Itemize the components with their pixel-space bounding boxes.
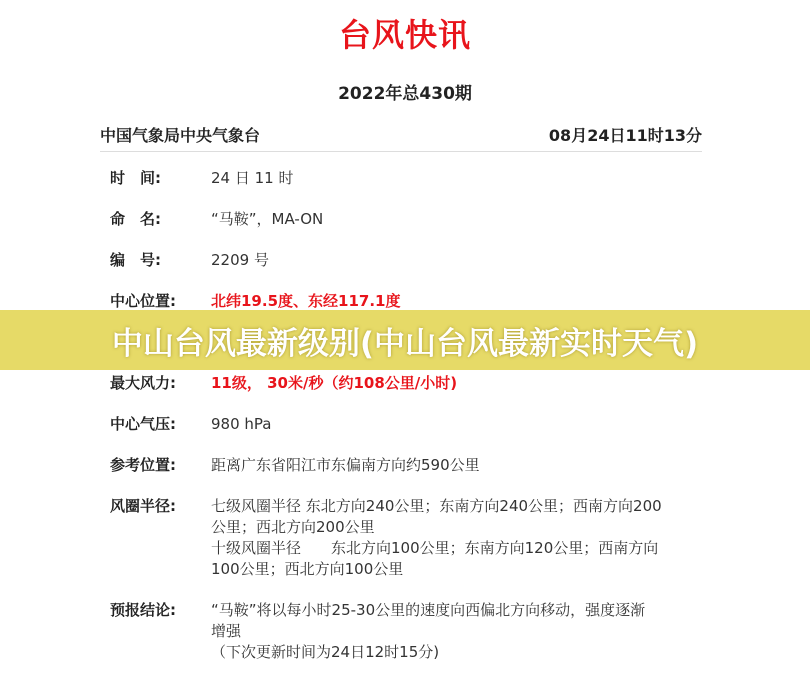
field-label: 最大风力: [110, 374, 176, 392]
field-label: 中心位置: [110, 292, 176, 310]
page-title: 台风快讯 [338, 16, 471, 54]
wind-radius-line: 公里；西北方向200公里 [211, 518, 375, 536]
agency-name: 中国气象局中央气象台 [100, 126, 261, 145]
field-label: 预报结论: [110, 601, 176, 619]
field-label: 参考位置: [110, 456, 176, 474]
issued-time: 08月24日11时13分 [548, 126, 702, 145]
field-value: “马鞍”，MA-ON [211, 210, 324, 228]
field-label: 中心气压: [110, 415, 176, 433]
field-value: 24 日 11 时 [211, 169, 294, 187]
forecast-line: 增强 [211, 622, 242, 640]
wind-radius-line: 100公里；西北方向100公里 [211, 560, 404, 578]
wind-radius-line: 七级风圈半径 东北方向240公里；东南方向240公里；西南方向200 [211, 497, 662, 515]
bulletin-header [100, 123, 702, 149]
field-value [211, 496, 700, 580]
banner-title: 中山台风最新级别(中山台风最新实时天气) [111, 325, 699, 362]
field-label: 编 号: [110, 251, 161, 269]
wind-radius-line: 十级风圈半径 东北方向100公里；东南方向120公里；西南方向 [211, 539, 659, 557]
field-value: 2209 号 [211, 251, 269, 269]
forecast-line: “马鞍”将以每小时25-30公里的速度向西偏北方向移动，强度逐渐 [211, 601, 646, 619]
forecast-line: （下次更新时间为24日12时15分) [211, 643, 440, 661]
field-value [211, 600, 700, 663]
field-label: 风圈半径: [110, 497, 176, 515]
issue-number: 2022年总430期 [338, 84, 472, 104]
title-banner [0, 310, 810, 370]
field-label: 时 间: [110, 169, 161, 187]
header-divider [100, 151, 702, 152]
field-value: 距离广东省阳江市东偏南方向约590公里 [211, 456, 480, 474]
field-value: 11级， 30米/秒（约108公里/小时) [211, 374, 458, 392]
field-label: 命 名: [110, 210, 161, 228]
field-value: 980 hPa [211, 415, 272, 433]
field-forecast [110, 600, 700, 663]
field-wind-radius [110, 496, 700, 580]
field-value: 北纬19.5度、东经117.1度 [211, 292, 401, 310]
